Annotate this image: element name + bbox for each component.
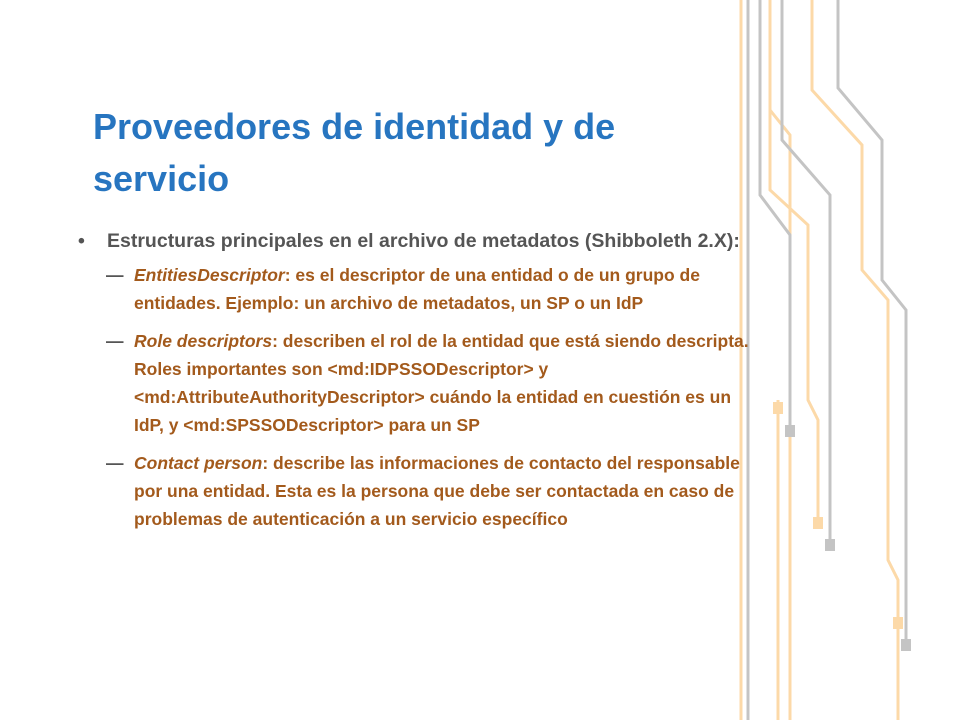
- dash-marker: —: [106, 331, 124, 351]
- slide-title: Proveedores de identidad y de servicio: [93, 106, 616, 199]
- sub-item-text: : describen el rol de la entidad que está siendo descripta. Roles importantes son <md:IDPSSODescriptor> y <md:AttributeAuthorityDescriptor> cuándo la entidad en cuestión es un IdP, y <md:SPSSODescriptor> para un SP: [134, 331, 749, 435]
- sub-item-contact-person: [78, 449, 758, 533]
- main-bullet: [78, 226, 758, 256]
- sub-item-text: : es el descriptor de una entidad o de un grupo de entidades. Ejemplo: un archivo de metadatos, un SP o un IdP: [134, 265, 700, 313]
- slide-content: [78, 226, 758, 543]
- sub-item-text: : describe las informaciones de contacto del responsable por una entidad. Esta es la persona que debe ser contactada en caso de problemas de autenticación a un servicio específico: [134, 453, 740, 529]
- dash-marker: —: [106, 265, 124, 285]
- sub-item-role-descriptors: [78, 327, 758, 439]
- sub-item-entities-descriptor: [78, 261, 758, 317]
- main-bullet-text: Estructuras principales en el archivo de metadatos (Shibboleth 2.X):: [107, 230, 740, 252]
- bullet-marker: •: [78, 230, 85, 252]
- sub-item-term: Role descriptors: [134, 331, 273, 351]
- sub-item-term: EntitiesDescriptor: [134, 265, 285, 285]
- dash-marker: —: [106, 453, 124, 473]
- sub-item-term: Contact person: [134, 453, 263, 473]
